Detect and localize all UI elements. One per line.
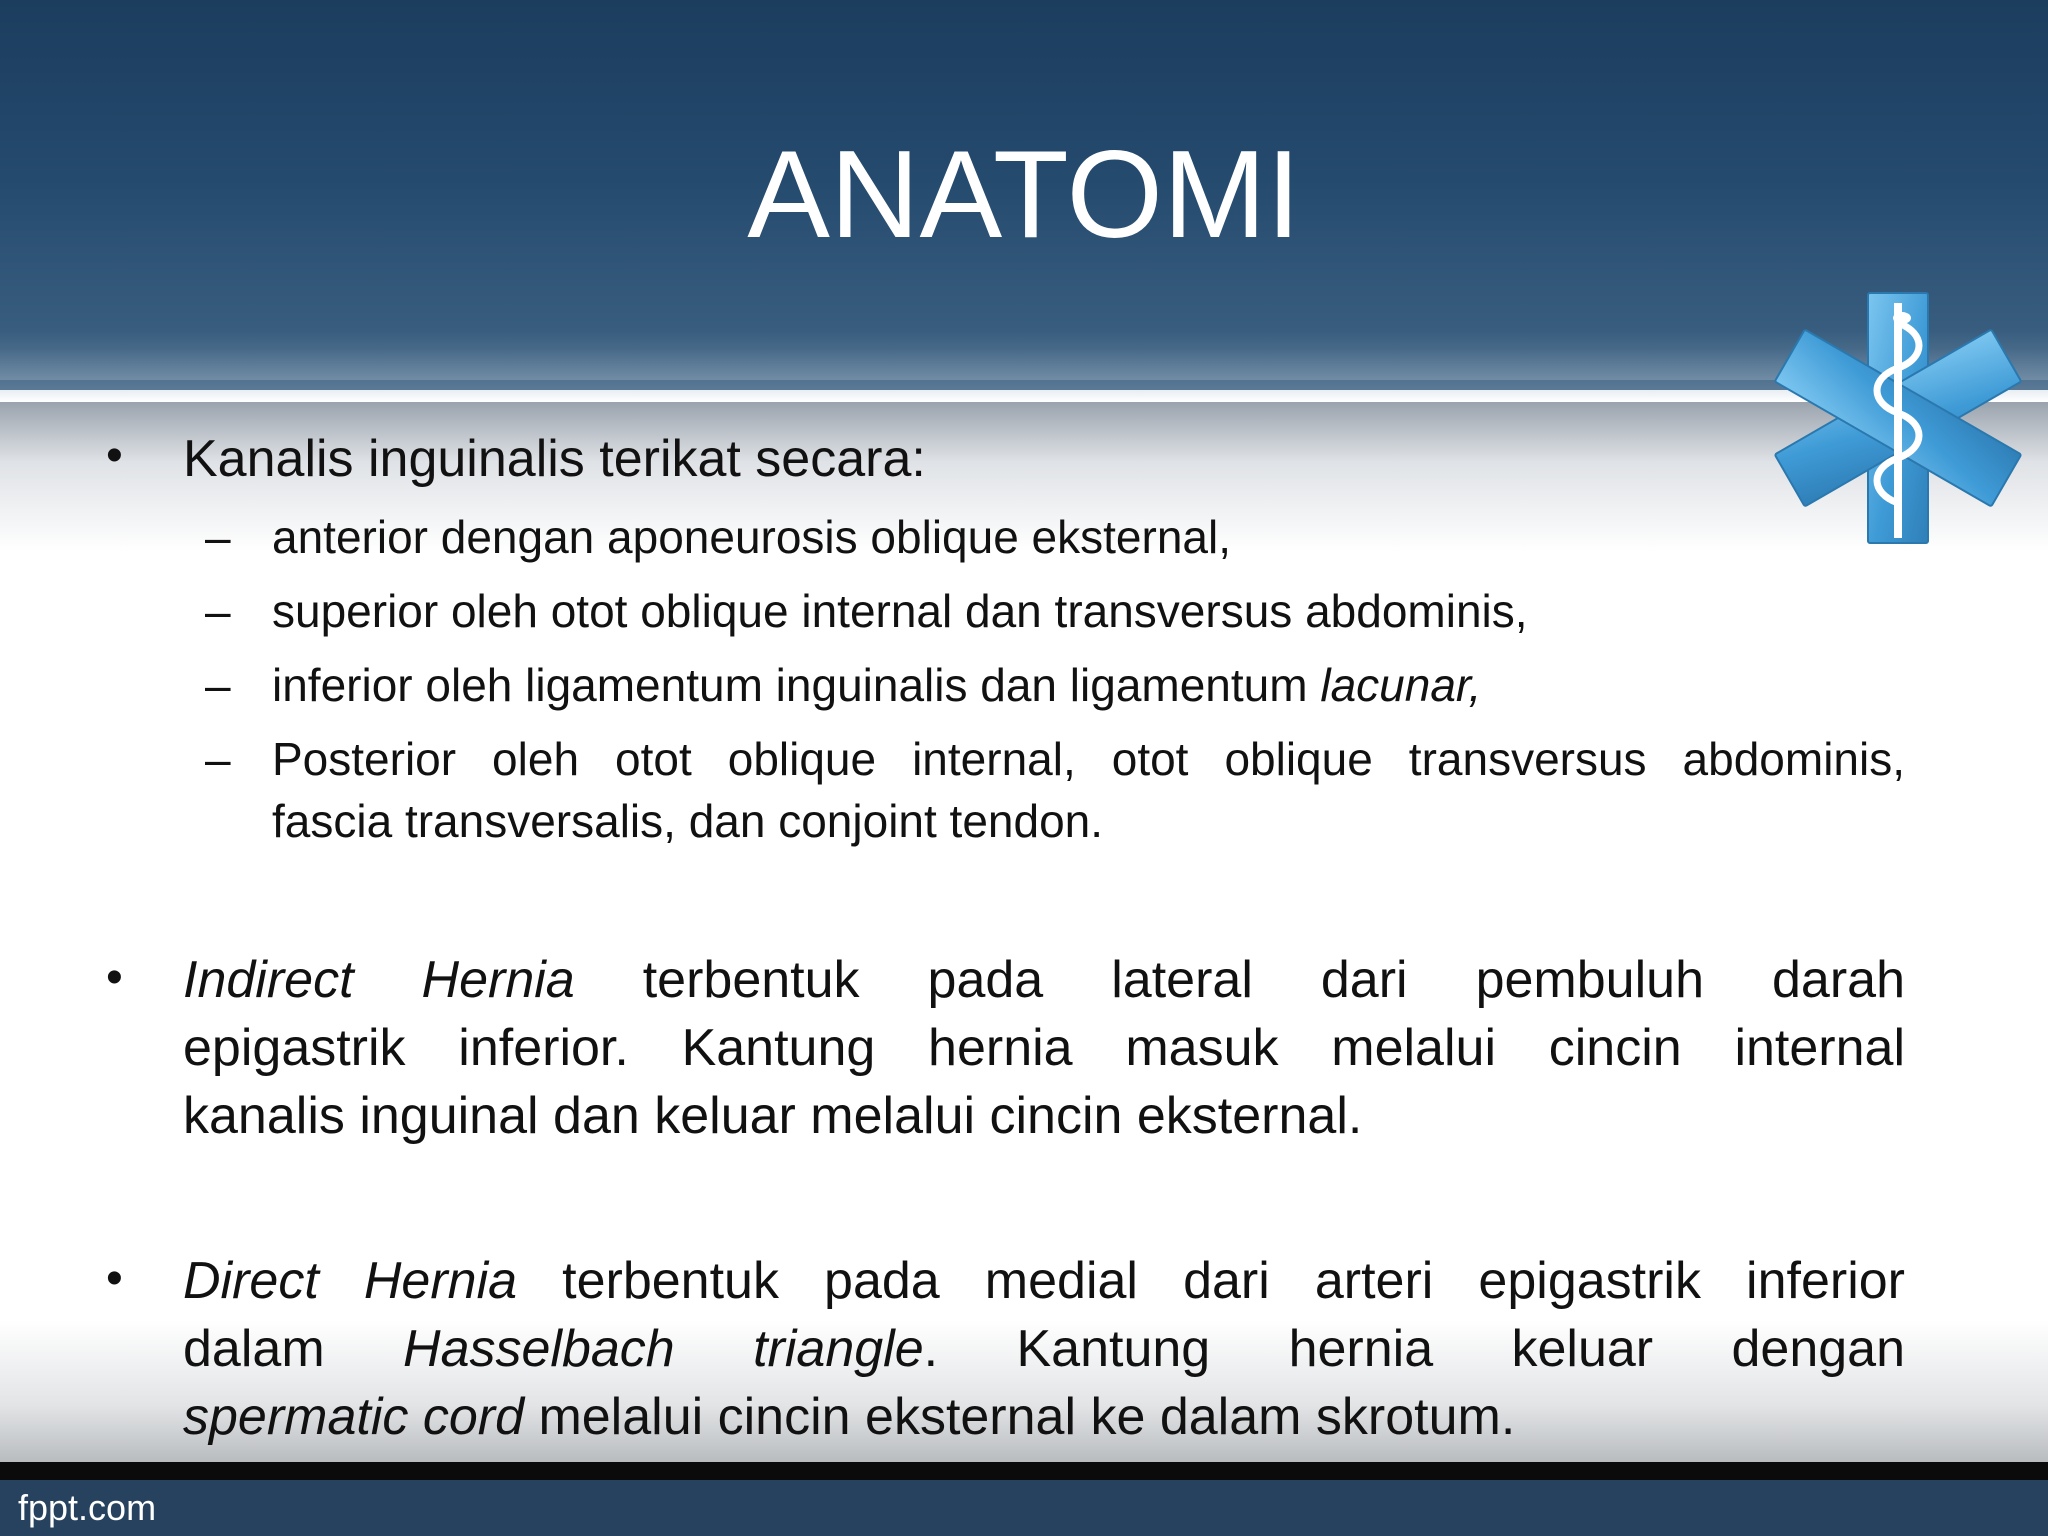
bullet-3-line-3	[183, 1383, 1905, 1451]
sub-item-4	[272, 728, 1905, 852]
dash-marker: –	[205, 511, 231, 563]
bullet-3-italic: Direct Hernia	[183, 1252, 518, 1310]
bullet-3-line-3-italic: spermatic cord	[183, 1388, 524, 1446]
bullet-2-line-1-rest: terbentuk pada lateral dari pembuluh darah	[574, 951, 1905, 1009]
bullet-marker: •	[106, 1252, 123, 1305]
sub-item-3-italic: lacunar,	[1320, 659, 1482, 711]
bullet-2-line-2: epigastrik inferior. Kantung hernia masuk melalui cincin internal	[183, 1019, 1905, 1077]
bullet-2-italic: Indirect Hernia	[183, 951, 575, 1009]
bullet-2-line-3: kanalis inguinal dan keluar melalui cincin eksternal.	[183, 1087, 1363, 1145]
sub-item-4-line-2: fascia transversalis, dan conjoint tendon.	[272, 795, 1104, 847]
bullet-3-line-2-a: dalam	[183, 1320, 404, 1378]
bullet-3-text	[183, 1247, 1905, 1451]
bullet-3-line-3-rest: melalui cincin eksternal ke dalam skrotum.	[524, 1388, 1516, 1446]
bullet-3-line-2-b: . Kantung hernia keluar dengan	[923, 1320, 1906, 1378]
bullet-1-text: Kanalis inguinalis terikat secara:	[183, 430, 926, 488]
dash-marker: –	[205, 659, 231, 711]
bullet-3-line-1	[183, 1247, 1905, 1315]
bullet-2-line-1	[183, 946, 1905, 1014]
sub-item-2: superior oleh otot oblique internal dan transversus abdominis,	[272, 585, 1528, 637]
bullet-2-text	[183, 946, 1905, 1150]
footer-brand: fppt.com	[18, 1487, 157, 1528]
bullet-marker: •	[106, 951, 123, 1004]
dash-marker: –	[205, 585, 231, 637]
bullet-3-line-2	[183, 1315, 1905, 1383]
bullet-3-line-1-rest: terbentuk pada medial dari arteri epigastrik inferior	[517, 1252, 1905, 1310]
sub-item-3	[272, 654, 1481, 716]
slide-title: ANATOMI	[747, 126, 1301, 264]
bullet-3-line-2-italic: Hasselbach triangle	[403, 1320, 924, 1378]
sub-item-3-text: inferior oleh ligamentum inguinalis dan ligamentum	[272, 659, 1321, 711]
sub-item-1: anterior dengan aponeurosis oblique eksternal,	[272, 511, 1231, 563]
dash-marker: –	[205, 733, 231, 785]
sub-item-4-line-1: Posterior oleh otot oblique internal, otot oblique transversus abdominis,	[272, 733, 1905, 785]
bullet-marker: •	[106, 429, 123, 482]
